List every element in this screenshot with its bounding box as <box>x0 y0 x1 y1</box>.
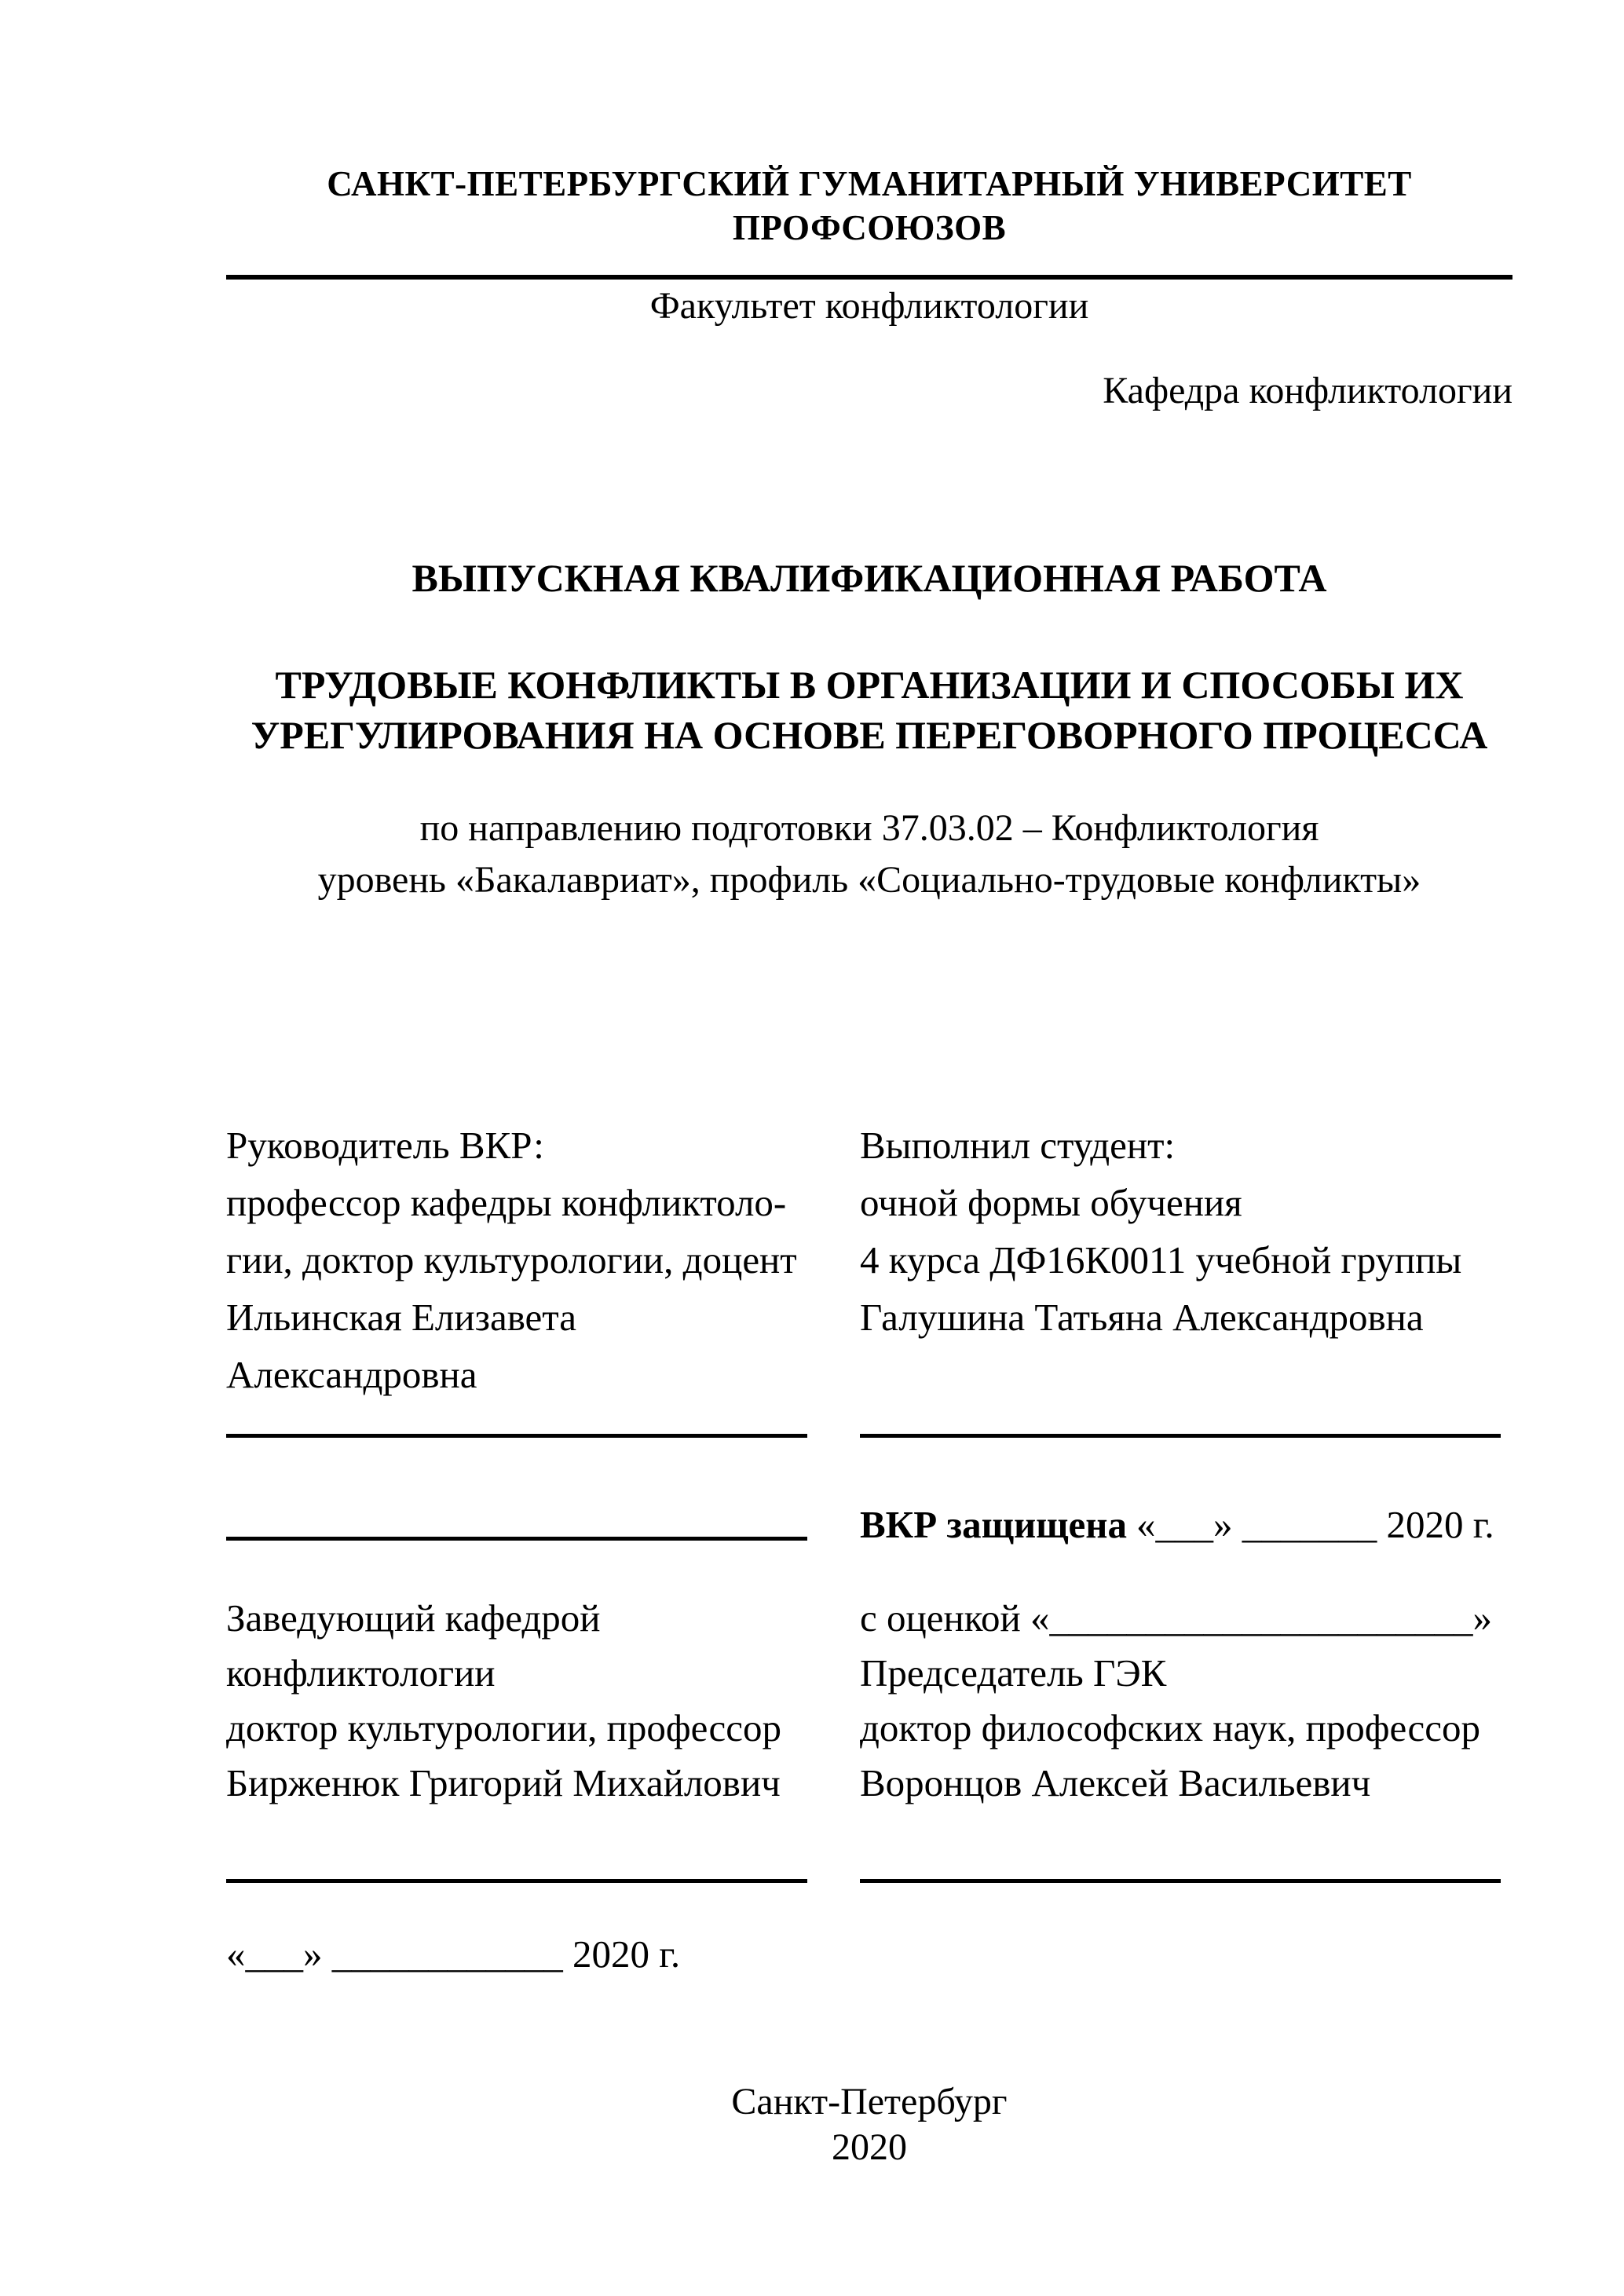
signature-row-3 <box>226 1879 1512 1883</box>
defense-date-line <box>860 1503 1512 1547</box>
chairman-signature-line <box>860 1879 1501 1883</box>
chairman-block <box>860 1591 1512 1811</box>
student-study-form: очной формы обучения <box>860 1181 1242 1224</box>
imprint-year: 2020 <box>832 2126 907 2168</box>
grade-blank-line: с оценкой «______________________» <box>860 1596 1492 1640</box>
head-degree: доктор культурологии, профессор <box>226 1706 782 1749</box>
signature-cell <box>226 1879 817 1883</box>
student-name: Галушина Татьяна Александровна <box>860 1296 1424 1339</box>
head-of-department-block <box>226 1591 817 1811</box>
head-date-line: «___» ____________ 2020 г. <box>226 1932 681 1976</box>
header-rule <box>226 275 1512 280</box>
signature-cell <box>860 1434 1512 1438</box>
head-title-2: конфликтологии <box>226 1651 496 1695</box>
officials-columns <box>226 1591 1512 1811</box>
signature-cell <box>860 1879 1512 1883</box>
student-block <box>860 1117 1512 1403</box>
work-type-heading: ВЫПУСКНАЯ КВАЛИФИКАЦИОННАЯ РАБОТА <box>411 556 1327 600</box>
supervisor-position-2: гии, доктор культурологии, доцент <box>226 1238 797 1281</box>
page-content <box>226 162 1512 2170</box>
supervisor-name-1: Ильинская Елизавета <box>226 1296 577 1339</box>
student-group: 4 курса ДФ16К0011 учебной группы <box>860 1238 1462 1281</box>
faculty-name: Факультет конфликтологии <box>649 285 1089 327</box>
head-final-signature-line <box>226 1879 807 1883</box>
program-level-profile: уровень «Бакалавриат», профиль «Социально-трудовые конфликты» <box>317 859 1421 901</box>
university-name: САНКТ-ПЕТЕРБУРГСКИЙ ГУМАНИТАРНЫЙ УНИВЕРСИТЕТ ПРОФСОЮЗОВ <box>327 164 1412 247</box>
thesis-title-line-1: ТРУДОВЫЕ КОНФЛИКТЫ В ОРГАНИЗАЦИИ И СПОСОБЫ ИХ <box>275 663 1464 707</box>
people-columns <box>226 1117 1512 1403</box>
signature-row-2 <box>226 1503 1512 1547</box>
department-name: Кафедра конфликтологии <box>1103 370 1512 411</box>
chairman-name: Воронцов Алексей Васильевич <box>860 1761 1371 1804</box>
head-title-1: Заведующий кафедрой <box>226 1596 601 1640</box>
supervisor-signature-line <box>226 1434 807 1438</box>
program-direction: по направлению подготовки 37.03.02 – Конфликтология <box>419 807 1319 849</box>
student-label: Выполнил студент: <box>860 1124 1176 1167</box>
supervisor-name-2: Александровна <box>226 1353 477 1396</box>
defense-label: ВКР защищена <box>860 1503 1128 1546</box>
imprint <box>226 2079 1512 2170</box>
head-signature-line <box>226 1537 807 1541</box>
signature-cell <box>226 1434 817 1438</box>
supervisor-label: Руководитель ВКР: <box>226 1124 544 1167</box>
supervisor-position-1: профессор кафедры конфликтоло- <box>226 1181 787 1224</box>
defense-date-blank: «___» _______ 2020 г. <box>1136 1503 1494 1546</box>
thesis-title <box>226 660 1512 760</box>
program-info <box>226 803 1512 906</box>
chairman-degree: доктор философских наук, профессор <box>860 1706 1481 1749</box>
head-name: Бирженюк Григорий Михайлович <box>226 1761 781 1804</box>
thesis-title-line-2: УРЕГУЛИРОВАНИЯ НА ОСНОВЕ ПЕРЕГОВОРНОГО ПРОЦЕССА <box>251 713 1488 757</box>
imprint-city: Санкт-Петербург <box>731 2081 1008 2122</box>
signature-cell <box>226 1503 817 1547</box>
supervisor-block <box>226 1117 817 1403</box>
signature-row-1 <box>226 1434 1512 1438</box>
student-signature-line <box>860 1434 1501 1438</box>
chairman-title: Председатель ГЭК <box>860 1651 1167 1695</box>
